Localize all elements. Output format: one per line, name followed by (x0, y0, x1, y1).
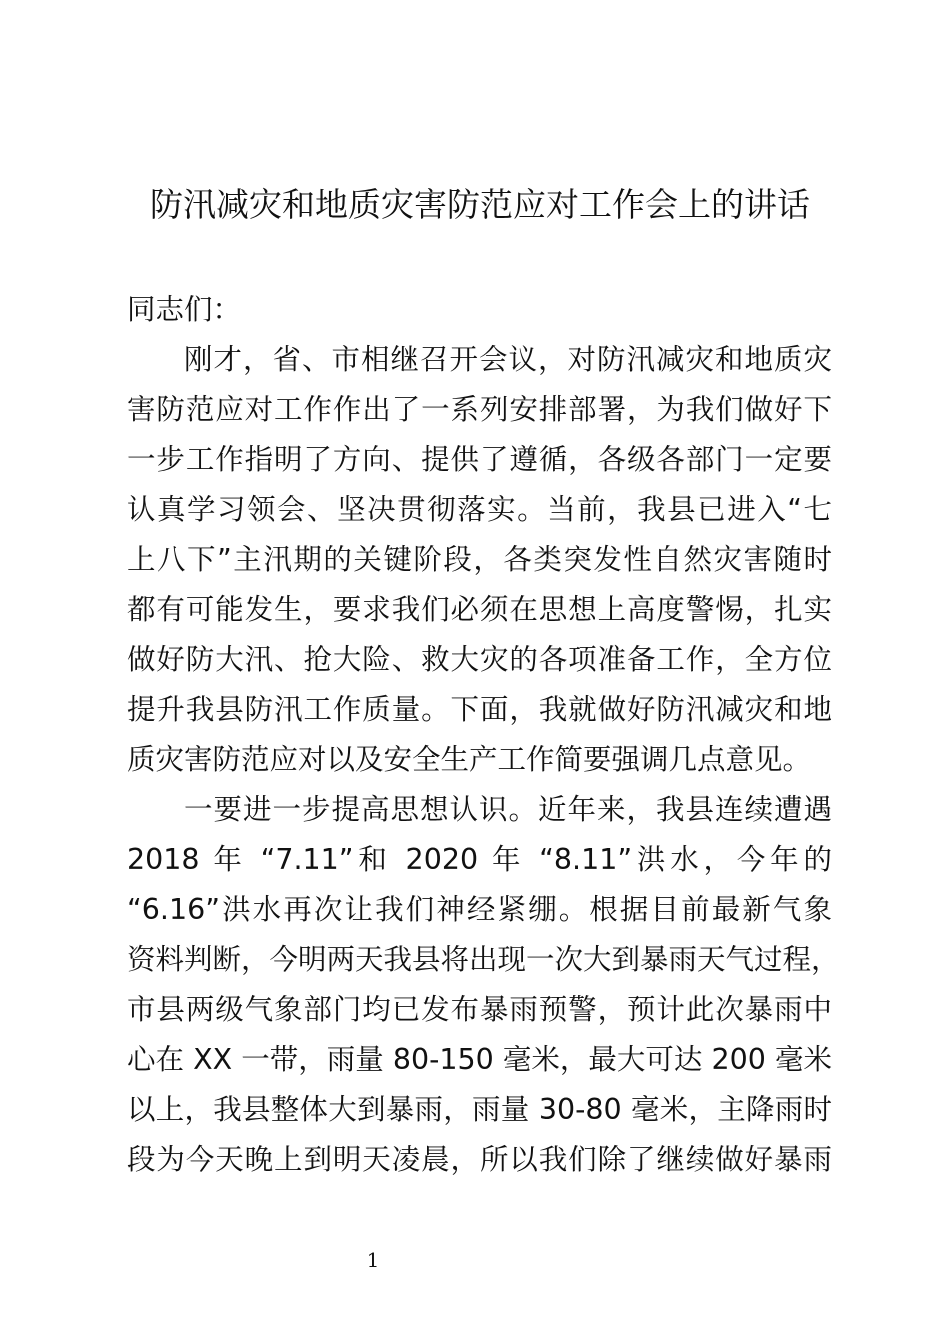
text-line: 心在 XX 一带，雨量 80-150 毫米，最大可达 200 毫米 (127, 1043, 832, 1076)
text-line: 做好防大汛、抢大险、救大灾的各项准备工作，全方位 (127, 643, 832, 676)
speech-body (127, 285, 840, 1185)
text-line: 以上，我县整体大到暴雨，雨量 30-80 毫米，主降雨时 (127, 1093, 832, 1126)
salutation-line: 同志们： (127, 293, 242, 326)
text-line: 害防范应对工作作出了一系列安排部署，为我们做好下 (127, 393, 832, 426)
text-line: 段为今天晚上到明天凌晨，所以我们除了继续做好暴雨 (127, 1143, 832, 1176)
text-line: 质灾害防范应对以及安全生产工作简要强调几点意见。 (127, 743, 812, 776)
text-line: 2018 年 “7.11”和 2020 年 “8.11”洪水，今年的 (127, 843, 832, 876)
text-line: 一步工作指明了方向、提供了遵循，各级各部门一定要 (127, 443, 832, 476)
text-line: 上八下”主汛期的关键阶段，各类突发性自然灾害随时 (127, 543, 832, 576)
text-line: 提升我县防汛工作质量。下面，我就做好防汛减灾和地 (127, 693, 832, 726)
text-line: 认真学习领会、坚决贯彻落实。当前，我县已进入“七 (127, 493, 832, 526)
text-line: 市县两级气象部门均已发布暴雨预警，预计此次暴雨中 (127, 993, 832, 1026)
text-line: 一要进一步提高思想认识。近年来，我县连续遭遇 (184, 793, 832, 826)
page-title: 防汛减灾和地质灾害防范应对工作会上的讲话 (150, 185, 810, 224)
text-line: “6.16”洪水再次让我们神经紧绷。根据目前最新气象 (127, 893, 832, 926)
page-number: 1 (366, 1248, 380, 1272)
text-line: 资料判断，今明两天我县将出现一次大到暴雨天气过程， (127, 943, 840, 976)
text-line: 都有可能发生，要求我们必须在思想上高度警惕，扎实 (127, 593, 832, 626)
text-line: 刚才，省、市相继召开会议，对防汛减灾和地质灾 (184, 343, 832, 376)
